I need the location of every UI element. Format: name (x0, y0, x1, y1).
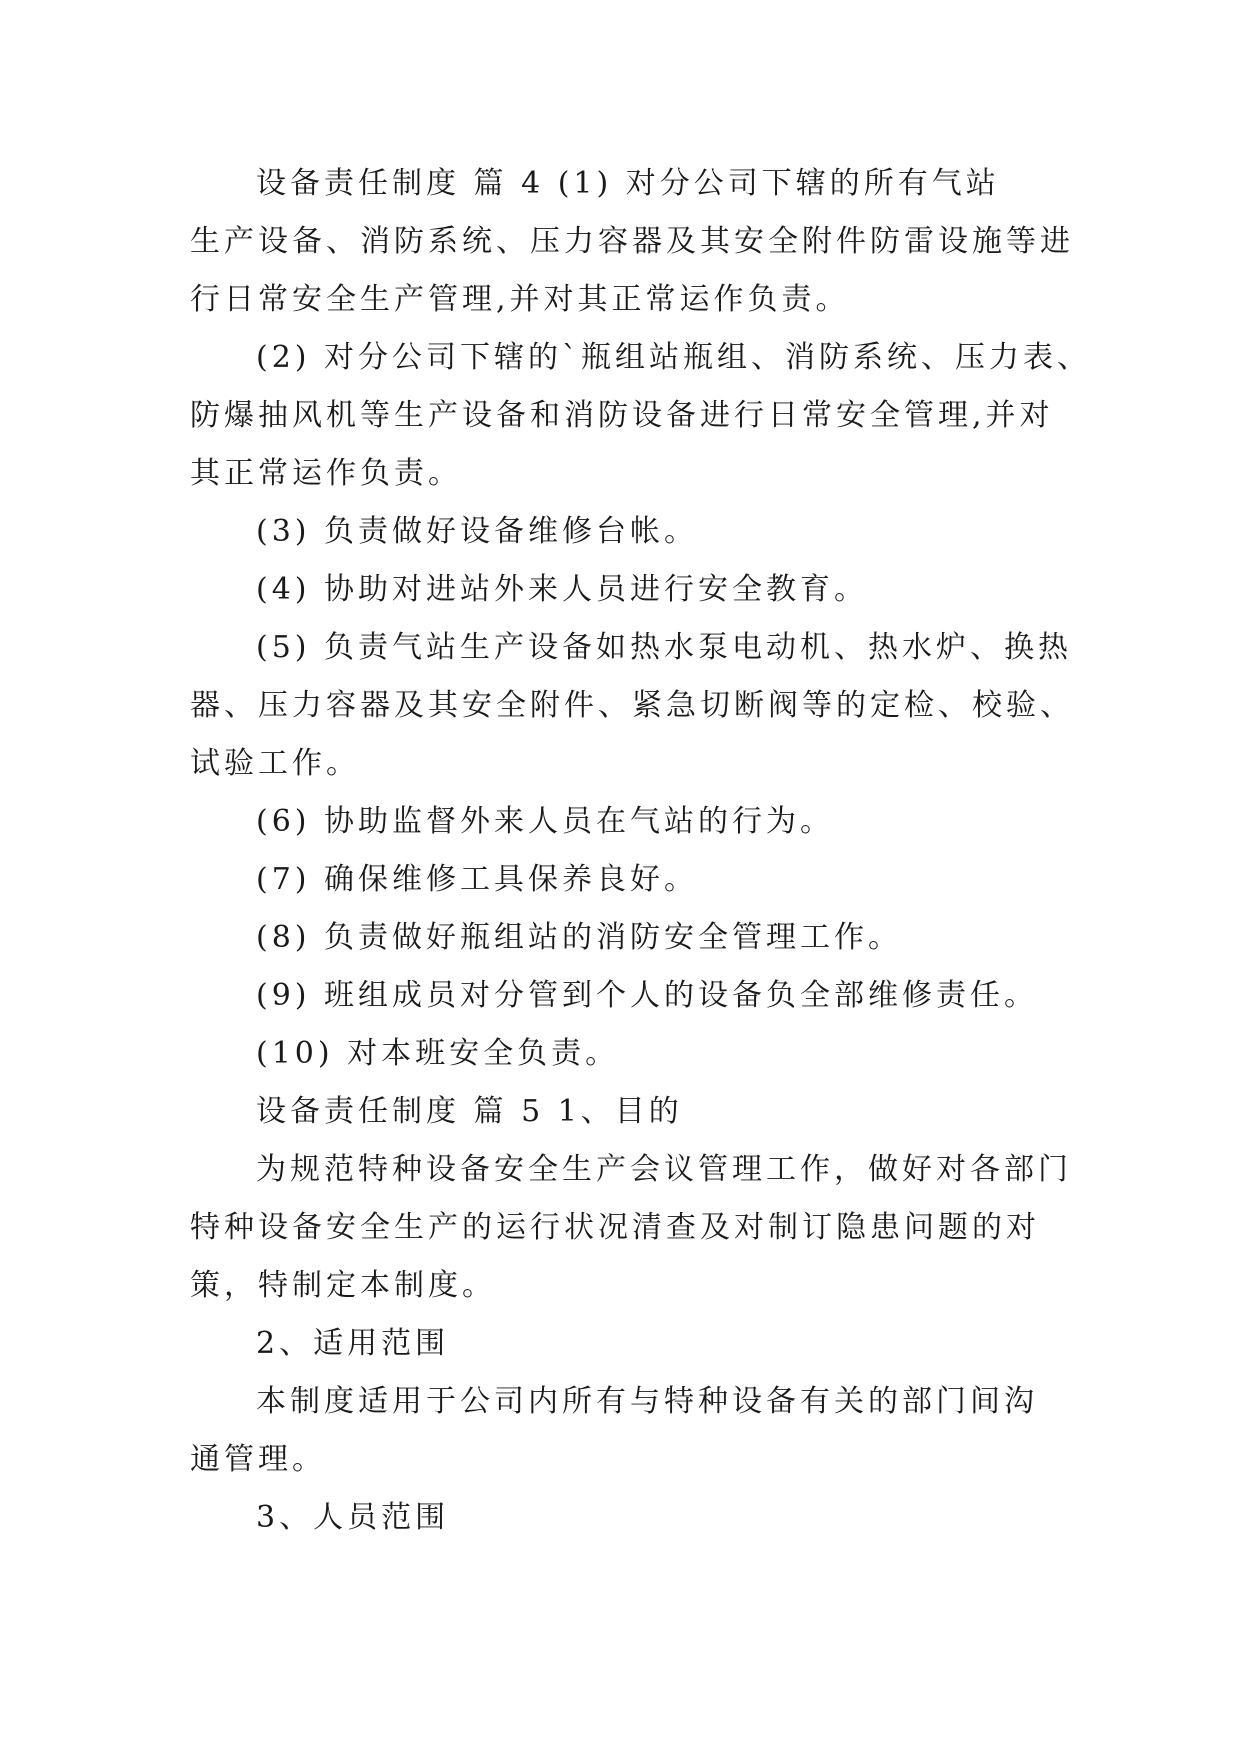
text-line: 策，特制定本制度。 (190, 1268, 496, 1303)
text-line: (7) 确保维修工具保养良好。 (256, 862, 699, 897)
text-line: (10) 对本班安全负责。 (256, 1036, 620, 1071)
text-line: (2) 对分公司下辖的`瓶组站瓶组、消防系统、压力表、 (256, 340, 1092, 375)
text-line: 生产设备、消防系统、压力容器及其安全附件防雷设施等进 (190, 224, 1074, 259)
text-line: (4) 协助对进站外来人员进行安全教育。 (256, 572, 869, 607)
section-heading: 2、适用范围 (256, 1326, 450, 1361)
text-line: 特种设备安全生产的运行状况清查及对制订隐患问题的对 (190, 1210, 1040, 1245)
text-line: (6) 协助监督外来人员在气站的行为。 (256, 804, 835, 839)
text-line: (3) 负责做好设备维修台帐。 (256, 514, 699, 549)
text-line: 防爆抽风机等生产设备和消防设备进行日常安全管理,并对 (190, 398, 1054, 433)
text-line: 器、压力容器及其安全附件、紧急切断阀等的定检、校验、 (190, 688, 1074, 723)
text-line: 通管理。 (190, 1442, 326, 1477)
text-line: 试验工作。 (190, 746, 360, 781)
text-line: (8) 负责做好瓶组站的消防安全管理工作。 (256, 920, 903, 955)
text-line: 设备责任制度 篇 4 (1) 对分公司下辖的所有气站 (256, 166, 1000, 201)
text-line: 行日常安全生产管理,并对其正常运作负责。 (190, 282, 850, 317)
section-heading: 3、人员范围 (256, 1500, 450, 1535)
text-line: 本制度适用于公司内所有与特种设备有关的部门间沟 (256, 1384, 1038, 1419)
text-line: 其正常运作负责。 (190, 456, 462, 491)
document-body (190, 155, 1092, 1547)
text-line: (9) 班组成员对分管到个人的设备负全部维修责任。 (256, 978, 1039, 1013)
text-line: 为规范特种设备安全生产会议管理工作，做好对各部门 (256, 1152, 1072, 1187)
text-line: (5) 负责气站生产设备如热水泵电动机、热水炉、换热 (256, 630, 1073, 665)
section-heading: 设备责任制度 篇 5 1、目的 (256, 1094, 683, 1129)
